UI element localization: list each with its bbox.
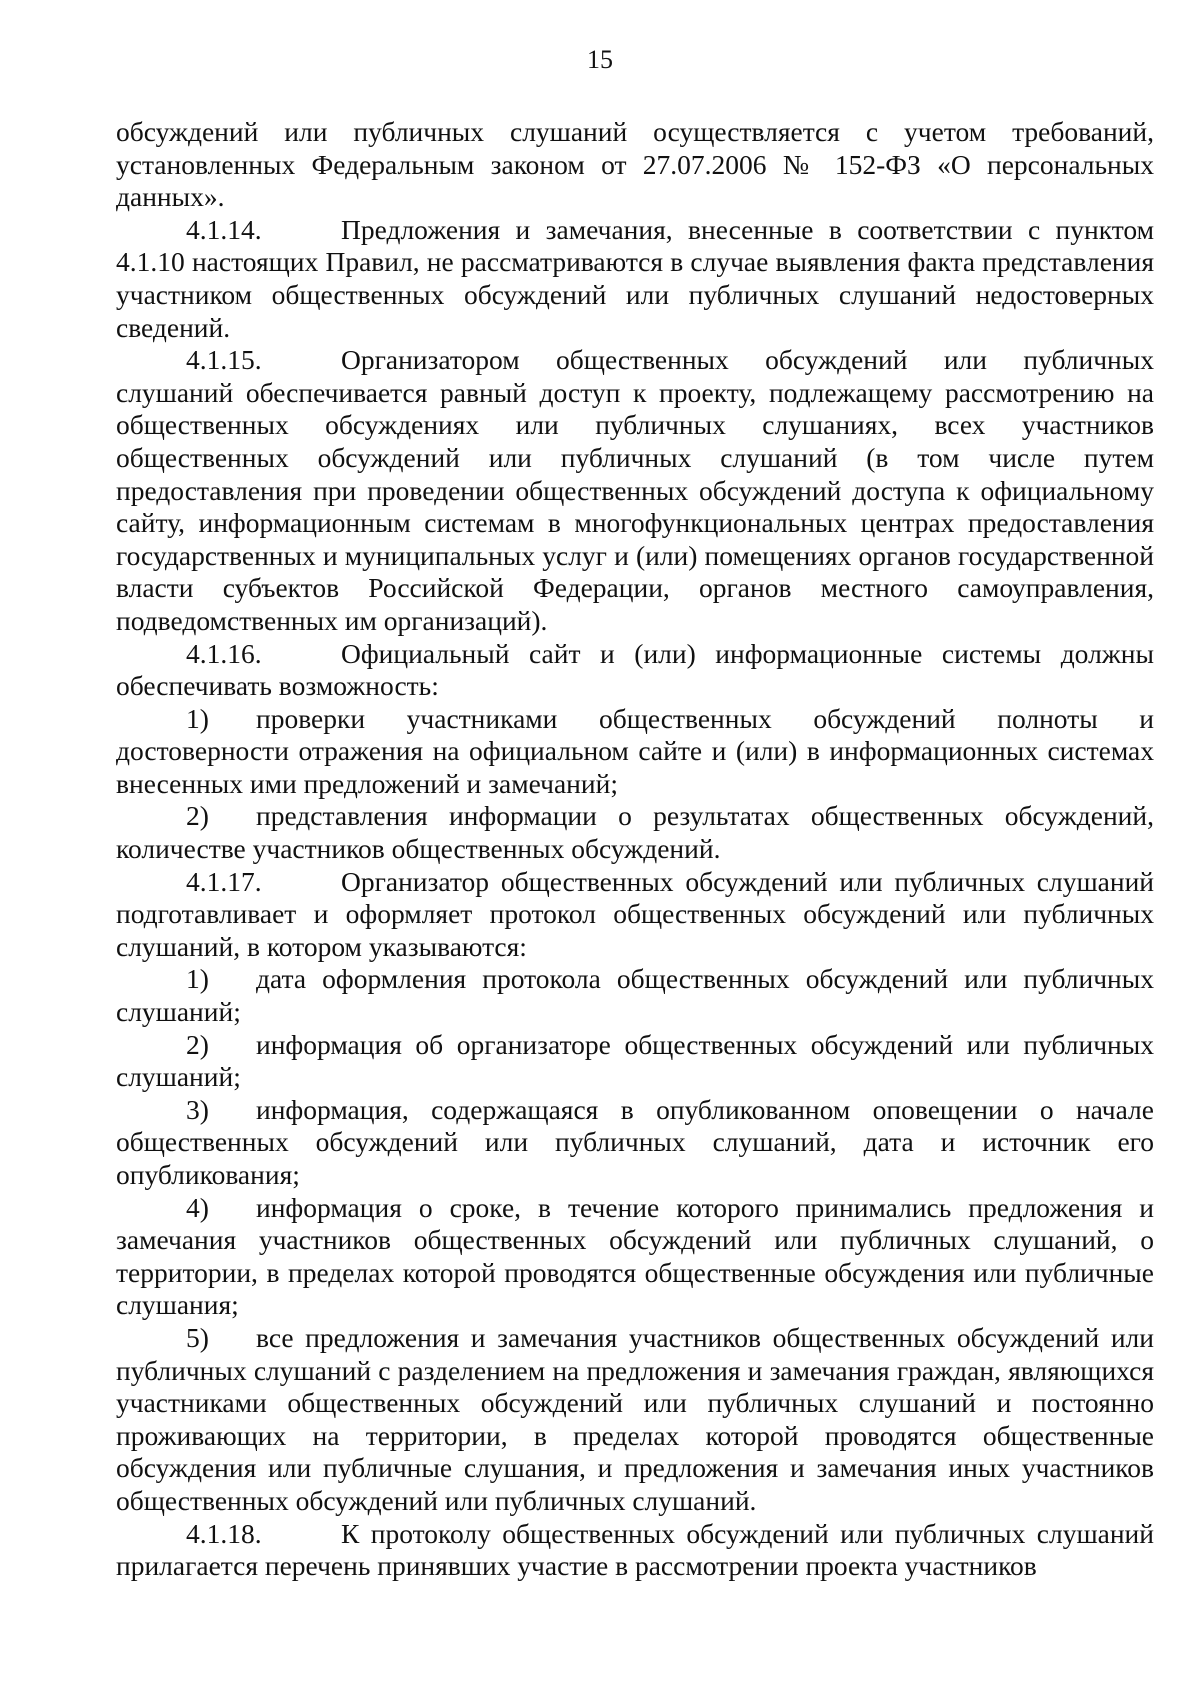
paragraph-text: Организатор общественных обсуждений или публичных слушаний подготавливает и оформляет протокол общественных обсуждений или публичных слушаний, в котором указываются: [116, 865, 1154, 962]
paragraph-text: К протоколу общественных обсуждений или публичных слушаний прилагается перечень принявших участие в рассмотрении проекта участников [116, 1517, 1154, 1582]
clause-number: 4.1.17. [186, 865, 262, 897]
document-body [116, 116, 1154, 1583]
paragraph-text: информация о сроке, в течение которого принимались предложения и замечания участников общественных обсуждений или публичных слушаний, о территории, в пределах которой проводятся общественные обсуждения или публичные слушания; [116, 1191, 1154, 1321]
paragraph-text: проверки участниками общественных обсуждений полноты и достоверности отражения на официальном сайте и (или) в информационных системах внесенных ими предложений и замечаний; [116, 702, 1154, 799]
clause-4-1-16 [116, 638, 1154, 703]
paragraph-text: информация, содержащаяся в опубликованном оповещении о начале общественных обсуждений или публичных слушаний, дата и источник его опубликования; [116, 1093, 1154, 1190]
list-item [116, 1029, 1154, 1094]
clause-4-1-15 [116, 344, 1154, 637]
clause-number: 4.1.16. [186, 637, 262, 669]
item-number: 3) [186, 1093, 209, 1125]
list-item [116, 1322, 1154, 1518]
item-number: 2) [186, 800, 209, 832]
clause-number: 4.1.18. [186, 1517, 262, 1549]
clause-4-1-18 [116, 1518, 1154, 1583]
list-item [116, 1192, 1154, 1322]
list-item [116, 1094, 1154, 1192]
clause-number: 4.1.14. [186, 213, 262, 245]
item-number: 4) [186, 1191, 209, 1223]
list-item [116, 800, 1154, 865]
paragraph-text: Официальный сайт и (или) информационные системы должны обеспечивать возможность: [116, 637, 1154, 702]
paragraph-text: Организатором общественных обсуждений или публичных слушаний обеспечивается равный доступ к проекту, подлежащему рассмотрению на общественных обсуждениях или публичных слушаниях, всех участников общественных обсуждений или публичных слушаний (в том числе путем предоставления при проведении общественных обсуждений доступа к официальному сайту, информационным системам в многофункциональных центрах предоставления государственных и муниципальных услуг и (или) помещениях органов государственной власти субъектов Российской Федерации, органов местного самоуправления, подведомственных им организаций). [116, 344, 1154, 636]
paragraph-text: обсуждений или публичных слушаний осуществляется с учетом требований, установленных Федеральным законом от 27.07.2006 № 152-ФЗ «О персональных данных». [116, 116, 1154, 213]
clause-4-1-14 [116, 214, 1154, 344]
paragraph-text: информация об организаторе общественных обсуждений или публичных слушаний; [116, 1028, 1154, 1093]
list-item [116, 963, 1154, 1028]
item-number: 2) [186, 1028, 209, 1060]
page-number: 15 [587, 45, 613, 74]
item-number: 1) [186, 702, 209, 734]
clause-number: 4.1.15. [186, 344, 262, 376]
paragraph-continuation [116, 116, 1154, 214]
paragraph-text: все предложения и замечания участников общественных обсуждений или публичных слушаний с разделением на предложения и замечания граждан, являющихся участниками общественных обсуждений или публичных слушаний и постоянно проживающих на территории, в пределах которой проводятся общественные обсуждения или публичные слушания, и предложения и замечания иных участников общественных обсуждений или публичных слушаний. [116, 1321, 1154, 1516]
item-number: 1) [186, 963, 209, 995]
list-item [116, 703, 1154, 801]
item-number: 5) [186, 1321, 209, 1353]
paragraph-text: дата оформления протокола общественных обсуждений или публичных слушаний; [116, 963, 1154, 1028]
clause-4-1-17 [116, 866, 1154, 964]
paragraph-text: представления информации о результатах общественных обсуждений, количестве участников общественных обсуждений. [116, 800, 1154, 865]
paragraph-text: Предложения и замечания, внесенные в соответствии с пунктом 4.1.10 настоящих Правил, не рассматриваются в случае выявления факта представления участником общественных обсуждений или публичных слушаний недостоверных сведений. [116, 213, 1154, 343]
